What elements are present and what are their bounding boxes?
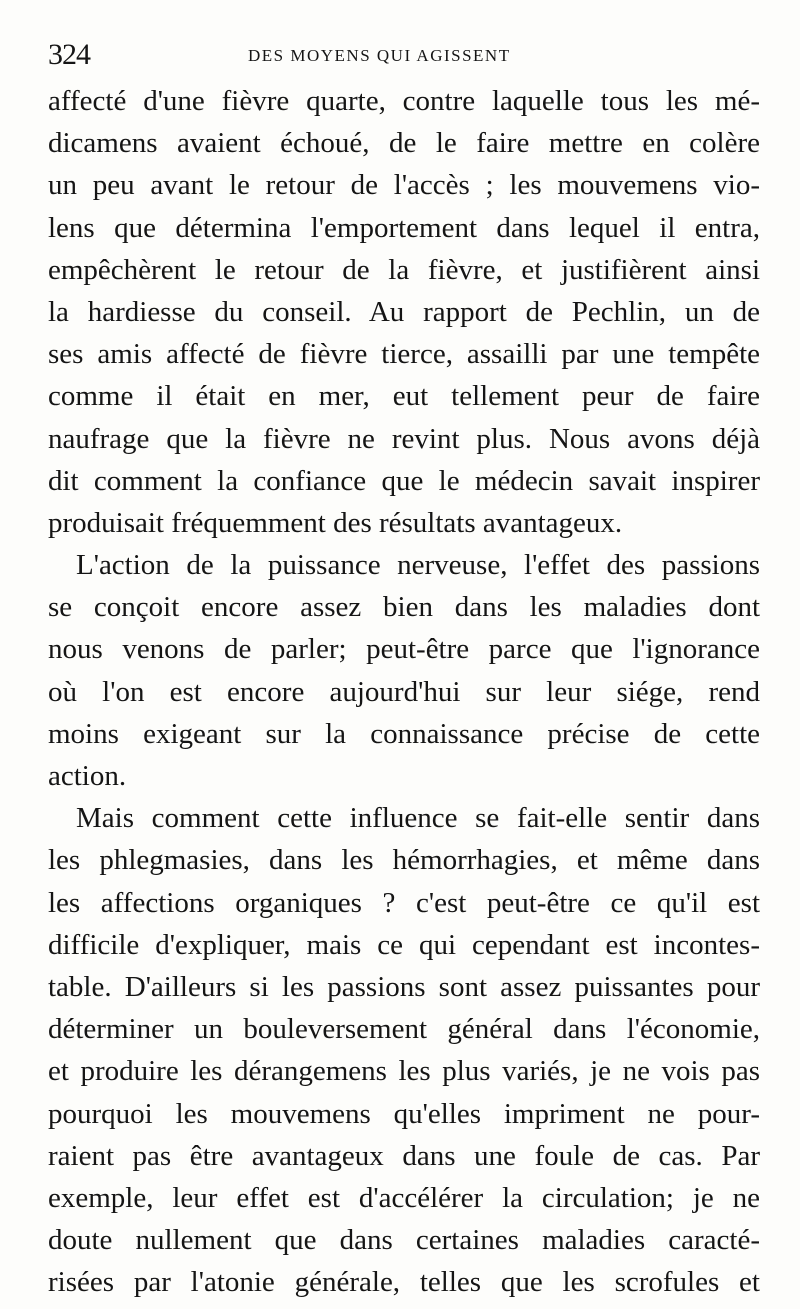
- text-line: dit comment la confiance que le médecin savait inspirer: [48, 464, 760, 497]
- text-line: nous venons de parler; peut-être parce que l'ignorance: [48, 633, 760, 666]
- page-header: [48, 38, 760, 74]
- text-line: se conçoit encore assez bien dans les maladies dont: [48, 591, 760, 624]
- text-line: table. D'ailleurs si les passions sont assez puissantes pour: [48, 970, 760, 1003]
- text-line: doute nullement que dans certaines maladies caracté-: [48, 1224, 760, 1257]
- text-line: exemple, leur effet est d'accélérer la circulation; je ne: [48, 1181, 760, 1214]
- text-line: risées par l'atonie générale, telles que les scrofules et: [48, 1266, 760, 1299]
- text-line: empêchèrent le retour de la fièvre, et justifièrent ainsi: [48, 253, 760, 286]
- body-text: [48, 80, 760, 1303]
- text-line: Mais comment cette influence se fait-elle sentir dans: [76, 802, 760, 835]
- text-line: où l'on est encore aujourd'hui sur leur siége, rend: [48, 675, 760, 708]
- text-line: affecté d'une fièvre quarte, contre laquelle tous les mé-: [48, 85, 760, 117]
- text-line: la hardiesse du conseil. Au rapport de Pechlin, un de: [48, 295, 760, 328]
- text-line: difficile d'expliquer, mais ce qui cependant est incontes-: [48, 928, 760, 961]
- page-number: 324: [48, 38, 90, 71]
- text-line: naufrage que la fièvre ne revint plus. Nous avons déjà: [48, 422, 760, 455]
- text-line: action.: [48, 760, 127, 792]
- text-line: les affections organiques ? c'est peut-être ce qu'il est: [48, 886, 760, 919]
- text-line: pourquoi les mouvemens qu'elles impriment ne pour-: [48, 1097, 760, 1130]
- text-line: et produire les dérangemens les plus variés, je ne vois pas: [48, 1055, 760, 1088]
- text-line: moins exigeant sur la connaissance précise de cette: [48, 717, 760, 750]
- running-head: DES MOYENS QUI AGISSENT: [248, 46, 511, 65]
- text-line: comme il était en mer, eut tellement peur de faire: [48, 380, 760, 413]
- text-line: produisait fréquemment des résultats avantageux.: [48, 506, 623, 539]
- text-line: les phlegmasies, dans les hémorrhagies, et même dans: [48, 844, 760, 877]
- text-line: déterminer un bouleversement général dans l'économie,: [48, 1013, 760, 1046]
- text-line: L'action de la puissance nerveuse, l'effet des passions: [76, 549, 760, 582]
- text-line: lens que détermina l'emportement dans lequel il entra,: [48, 211, 760, 244]
- text-line: dicamens avaient échoué, de le faire mettre en colère: [48, 127, 760, 160]
- text-line: raient pas être avantageux dans une foule de cas. Par: [48, 1139, 760, 1172]
- text-line: ses amis affecté de fièvre tierce, assailli par une tempête: [48, 338, 760, 371]
- text-line: un peu avant le retour de l'accès ; les mouvemens vio-: [48, 169, 760, 202]
